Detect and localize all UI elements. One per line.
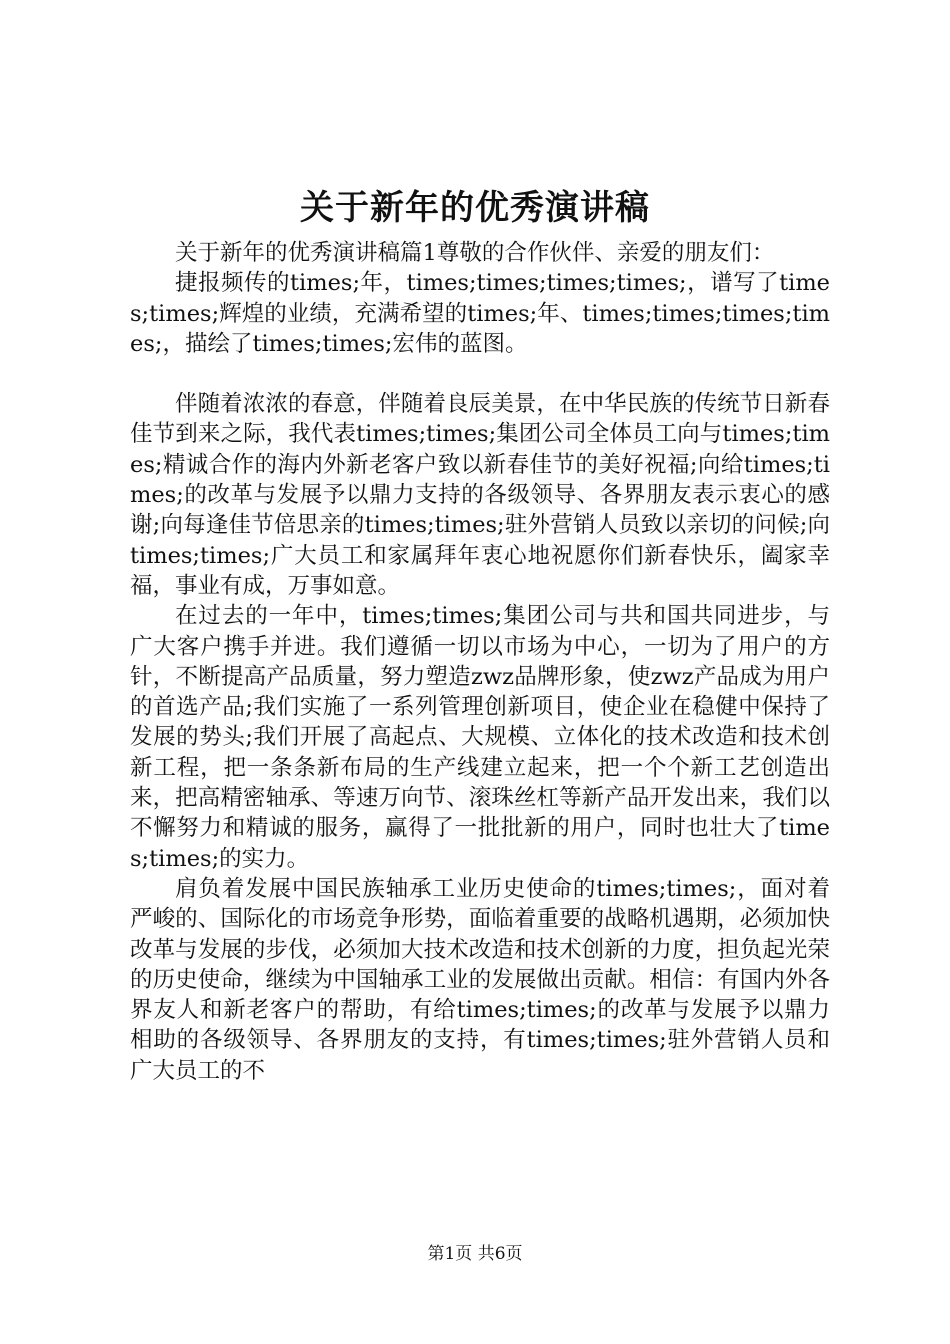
paragraph-3: 伴随着浓浓的春意，伴随着良辰美景，在中华民族的传统节日新春佳节到来之际，我代表times;times;集团公司全体员工向与times;times;精诚合作的海内外新老客户致以新春佳节的美好祝福;向给times;times;的改革与发展予以鼎力支持的各级领导、各界朋友表示衷心的感谢;向每逢佳节倍思亲的times;times;驻外营销人员致以亲切的问候;向times;times;广大员工和家属拜年衷心地祝愿你们新春快乐，阖家幸福，事业有成，万事如意。 bbox=[130, 391, 830, 599]
paragraph-1: 关于新年的优秀演讲稿篇1尊敬的合作伙伴、亲爱的朋友们： bbox=[175, 240, 775, 266]
document-body bbox=[130, 238, 830, 1086]
page-footer: 第1页 共6页 bbox=[427, 1244, 523, 1264]
paragraph-5: 肩负着发展中国民族轴承工业历史使命的times;times;，面对着严峻的、国际化的市场竞争形势，面临着重要的战略机遇期，必须加快改革与发展的步伐，必须加大技术改造和技术创新的力度，担负起光荣的历史使命，继续为中国轴承工业的发展做出贡献。相信：有国内外各界友人和新老客户的帮助，有给times;times;的改革与发展予以鼎力相助的各级领导、各界朋友的支持，有times;times;驻外营销人员和广大员工的不 bbox=[130, 875, 830, 1084]
paragraph-spacer bbox=[130, 359, 830, 389]
document-title: 关于新年的优秀演讲稿 bbox=[300, 188, 650, 228]
paragraph-4: 在过去的一年中，times;times;集团公司与共和国共同进步，与广大客户携手并进。我们遵循一切以市场为中心，一切为了用户的方针，不断提高产品质量，努力塑造zwz品牌形象，使zwz产品成为用户的首选产品;我们实施了一系列管理创新项目，使企业在稳健中保持了发展的势头;我们开展了高起点、大规模、立体化的技术改造和技术创新工程，把一条条新布局的生产线建立起来，把一个个新工艺创造出来，把高精密轴承、等速万向节、滚珠丝杠等新产品开发出来，我们以不懈努力和精诚的服务，赢得了一批批新的用户，同时也壮大了times;times;的实力。 bbox=[130, 603, 830, 872]
paragraph-2: 捷报频传的times;年，times;times;times;times;，谱写了times;times;辉煌的业绩，充满希望的times;年、times;times;times;times;，描绘了times;times;宏伟的蓝图。 bbox=[130, 270, 830, 357]
